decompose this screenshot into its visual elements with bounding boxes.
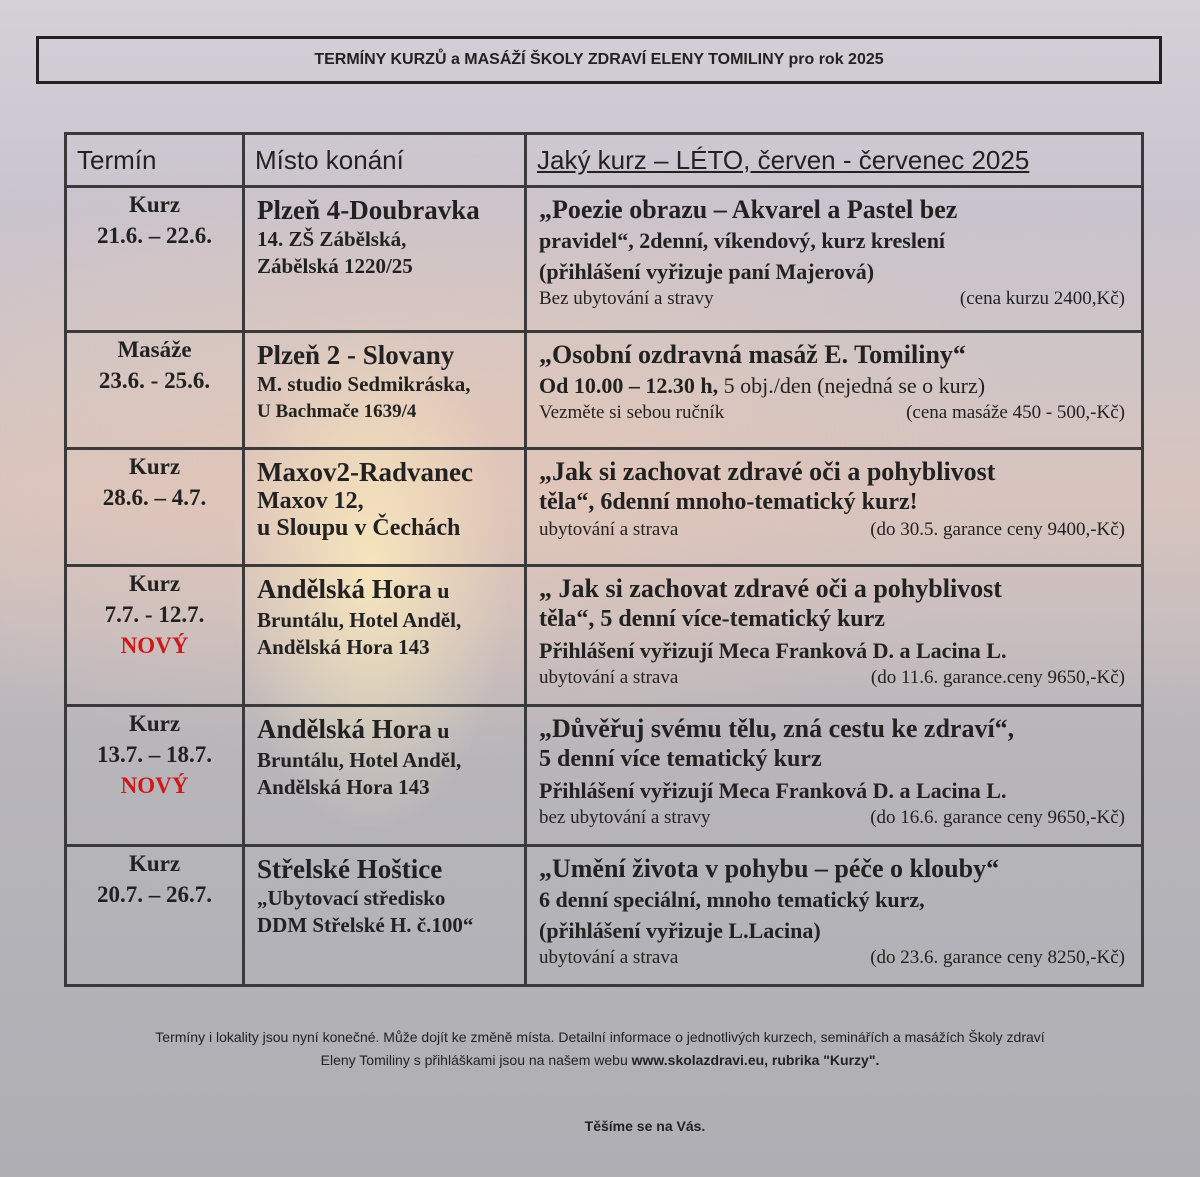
course-cell [526, 846, 1143, 986]
course-desc: pravidel“, 2denní, víkendový, kurz kreslení [539, 228, 946, 253]
when-cell [66, 706, 244, 846]
course-foot [539, 518, 1131, 542]
header-course: Jaký kurz – LÉTO, červen - červenec 2025 [526, 134, 1143, 187]
closing-greeting: Těšíme se na Vás. [584, 1118, 706, 1134]
course-title: „Jak si zachovat zdravé oči a pohyblivost [539, 457, 996, 486]
event-type: Kurz [128, 192, 181, 217]
course-foot [539, 401, 1131, 425]
place-name: Plzeň 2 - Slovany [257, 340, 455, 370]
place-cell [244, 332, 526, 449]
place-line: U Bachmače 1639/4 [257, 401, 417, 422]
course-foot [539, 666, 1131, 690]
place-line: Andělská Hora 143 [257, 775, 430, 799]
board-info: bez ubytování a stravy [539, 807, 711, 828]
website-link: www.skolazdravi.eu, rubrika "Kurzy". [631, 1052, 880, 1068]
table-row [66, 706, 1143, 846]
board-info: ubytování a strava [539, 947, 679, 968]
event-dates: 13.7. – 18.7. [97, 742, 212, 767]
course-cell [526, 706, 1143, 846]
course-desc: (přihlášení vyřizuje paní Majerová) [539, 259, 875, 284]
table-row [66, 449, 1143, 566]
course-title: „Osobní ozdravná masáž E. Tomiliny“ [539, 340, 966, 369]
table-row [66, 332, 1143, 449]
event-dates: 28.6. – 4.7. [102, 485, 207, 510]
event-type: Kurz [128, 851, 181, 876]
place-cell [244, 706, 526, 846]
board-info: Vezměte si sebou ručník [539, 402, 725, 423]
place-line: Maxov 12, [257, 488, 364, 514]
when-cell [66, 449, 244, 566]
event-dates: 23.6. - 25.6. [98, 368, 211, 393]
place-name: Andělská Hora u [257, 714, 450, 744]
course-title: „Důvěřuj svému tělu, zná cestu ke zdraví“, [539, 714, 1015, 743]
place-line: Bruntálu, Hotel Anděl, [257, 608, 462, 632]
course-cell [526, 332, 1143, 449]
course-desc: Přihlášení vyřizují Meca Franková D. a Lacina L. [539, 778, 1007, 803]
course-title: „Umění života v pohybu – péče o klouby“ [539, 854, 1000, 883]
course-cell [526, 449, 1143, 566]
price-info: (cena masáže 450 - 500,-Kč) [906, 402, 1125, 423]
new-badge: NOVÝ [120, 773, 189, 798]
when-cell [66, 332, 244, 449]
course-desc: Přihlášení vyřizují Meca Franková D. a Lacina L. [539, 638, 1007, 663]
price-info: (do 16.6. garance ceny 9650,-Kč) [870, 807, 1125, 828]
course-title: „Poezie obrazu – Akvarel a Pastel bez [539, 195, 958, 224]
when-cell [66, 566, 244, 706]
course-desc: Od 10.00 – 12.30 h, 5 obj./den (nejedná se o kurz) [539, 373, 986, 398]
event-type: Kurz [128, 571, 181, 596]
place-line: Andělská Hora 143 [257, 635, 430, 659]
event-dates: 20.7. – 26.7. [97, 882, 212, 907]
course-desc: těla“, 5 denní více-tematický kurz [539, 606, 885, 632]
place-cell [244, 846, 526, 986]
event-dates: 21.6. – 22.6. [97, 223, 212, 248]
course-foot [539, 287, 1131, 311]
footer-line-1: Termíny i lokality jsou nyní konečné. Může dojít ke změně místa. Detailní informace o jednotlivých kurzech, seminářích a masážích Školy zdraví [155, 1029, 1045, 1045]
course-title: „ Jak si zachovat zdravé oči a pohyblivost [539, 574, 1002, 603]
table-row [66, 187, 1143, 332]
table-row [66, 566, 1143, 706]
course-foot [539, 806, 1131, 830]
board-info: ubytování a strava [539, 519, 679, 540]
course-desc: (přihlášení vyřizuje L.Lacina) [539, 918, 821, 943]
course-desc: těla“, 6denní mnoho-tematický kurz! [539, 489, 918, 515]
place-line: DDM Střelské H. č.100“ [257, 913, 474, 937]
place-line: M. studio Sedmikráska, [257, 372, 471, 396]
page-title: TERMÍNY KURZŮ a MASÁŽÍ ŠKOLY ZDRAVÍ ELENY TOMILINY pro rok 2025 [36, 36, 1162, 84]
event-type: Masáže [117, 337, 192, 362]
place-name: Střelské Hoštice [257, 854, 443, 884]
when-cell [66, 846, 244, 986]
course-cell [526, 187, 1143, 332]
price-info: (do 30.5. garance ceny 9400,-Kč) [870, 519, 1125, 540]
event-dates: 7.7. - 12.7. [104, 602, 205, 627]
course-foot [539, 946, 1131, 970]
price-info: (cena kurzu 2400,Kč) [959, 288, 1125, 309]
schedule-table [64, 132, 1144, 987]
place-line: 14. ZŠ Zábělská, [257, 227, 407, 251]
price-info: (do 23.6. garance ceny 8250,-Kč) [870, 947, 1125, 968]
place-cell [244, 566, 526, 706]
place-name: Maxov2-Radvanec [257, 457, 473, 487]
board-info: ubytování a strava [539, 667, 679, 688]
place-line: „Ubytovací středisko [257, 886, 446, 910]
new-badge: NOVÝ [120, 633, 189, 658]
place-cell [244, 449, 526, 566]
place-line: Zábělská 1220/25 [257, 254, 413, 278]
course-desc: 6 denní speciální, mnoho tematický kurz, [539, 887, 925, 912]
place-name: Andělská Hora u [257, 574, 450, 604]
place-line: Bruntálu, Hotel Anděl, [257, 748, 462, 772]
event-type: Kurz [128, 454, 181, 479]
place-cell [244, 187, 526, 332]
place-line: u Sloupu v Čechách [257, 515, 461, 541]
header-when: Termín [66, 134, 244, 187]
footer-note [40, 1026, 1160, 1072]
header-place: Místo konání [244, 134, 526, 187]
place-name: Plzeň 4-Doubravka [257, 195, 480, 225]
price-info: (do 11.6. garance.ceny 9650,-Kč) [870, 667, 1125, 688]
when-cell [66, 187, 244, 332]
event-type: Kurz [128, 711, 181, 736]
table-header-row [66, 134, 1143, 187]
board-info: Bez ubytování a stravy [539, 288, 714, 309]
course-desc: 5 denní více tematický kurz [539, 746, 822, 772]
footer-line-2: Eleny Tomiliny s přihláškami jsou na našem webu www.skolazdravi.eu, rubrika "Kurzy". [320, 1052, 880, 1068]
course-cell [526, 566, 1143, 706]
table-row [66, 846, 1143, 986]
